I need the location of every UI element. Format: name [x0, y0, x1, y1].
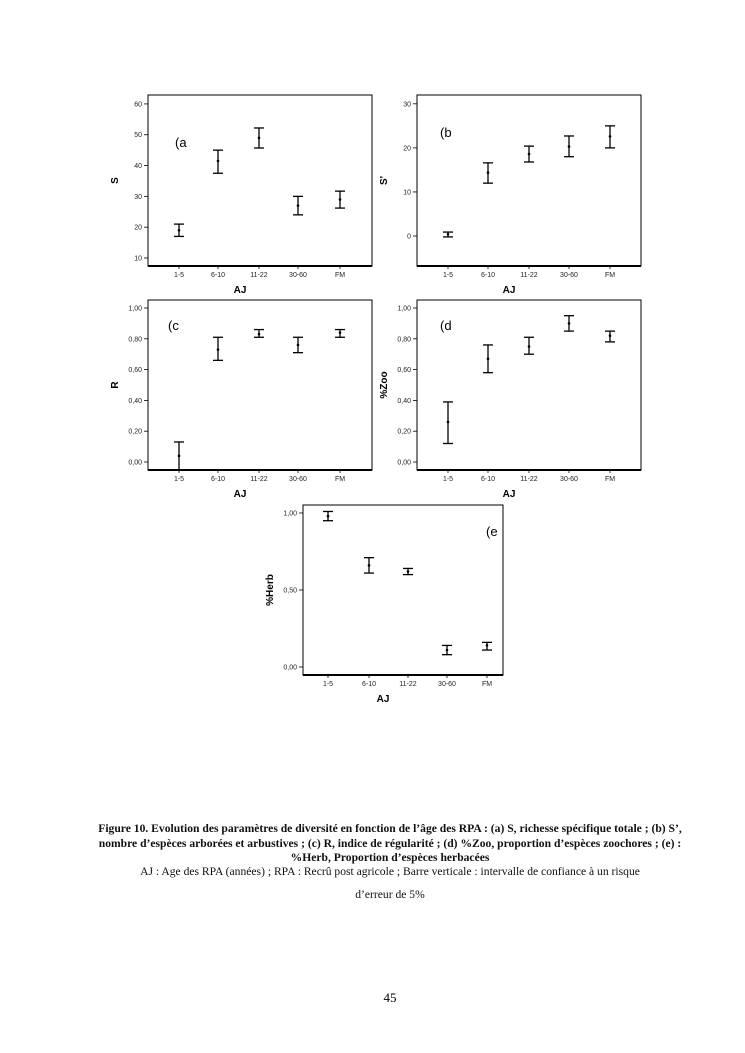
- y-tick-label: 40: [134, 163, 142, 171]
- mean-point: [297, 344, 300, 347]
- y-tick-label: 0,20: [397, 428, 411, 436]
- y-tick-label: 1,00: [128, 305, 142, 313]
- y-tick-label: 20: [134, 224, 142, 232]
- error-bar: [524, 337, 534, 354]
- error-bar: [442, 645, 452, 654]
- mean-point: [217, 348, 220, 351]
- y-tick-label: 0,60: [397, 367, 411, 375]
- x-tick-label: FM: [334, 476, 346, 483]
- mean-point: [609, 135, 612, 138]
- y-tick-label: 0,80: [128, 336, 142, 344]
- x-axis-label: AJ: [233, 285, 247, 296]
- x-tick-label: FM: [481, 681, 493, 688]
- x-axis-label: AJ: [502, 489, 516, 500]
- mean-point: [178, 455, 181, 458]
- mean-point: [178, 229, 181, 232]
- error-bar: [254, 330, 264, 338]
- y-tick-label: 1,00: [283, 510, 297, 518]
- y-tick-label: 1,00: [397, 305, 411, 313]
- plot-frame: [148, 300, 372, 470]
- mean-point: [446, 649, 449, 652]
- mean-point: [368, 564, 371, 567]
- x-tick-label: FM: [334, 272, 346, 279]
- panel-label: (b: [440, 125, 452, 140]
- x-tick-label: 11-22: [520, 476, 538, 483]
- mean-point: [327, 515, 330, 518]
- error-bar: [213, 337, 223, 360]
- chart-panel-b: [379, 95, 641, 296]
- mean-point: [568, 322, 571, 325]
- error-bar: [483, 163, 493, 183]
- panel-label: (a: [175, 135, 187, 150]
- y-tick-label: 20: [403, 145, 411, 153]
- error-bar: [335, 191, 345, 208]
- y-tick-label: 30: [134, 193, 142, 201]
- mean-point: [297, 204, 300, 207]
- mean-point: [487, 171, 490, 174]
- y-tick-label: 0,80: [397, 336, 411, 344]
- error-bar: [605, 126, 615, 148]
- x-tick-label: 6-10: [480, 272, 496, 279]
- x-tick-label: 1-5: [173, 272, 185, 279]
- x-tick-label: 6-10: [480, 476, 496, 483]
- y-tick-label: 0,20: [128, 428, 142, 436]
- x-tick-label: FM: [604, 272, 616, 279]
- x-tick-label: 1-5: [173, 476, 185, 483]
- mean-point: [487, 358, 490, 361]
- y-tick-label: 0,00: [128, 459, 142, 467]
- x-axis-label: AJ: [502, 285, 516, 296]
- error-bar: [254, 128, 264, 148]
- error-bar: [293, 337, 303, 352]
- mean-point: [339, 331, 342, 334]
- error-bar: [403, 568, 413, 574]
- y-axis-label: %Herb: [265, 574, 276, 606]
- figure-caption-note: AJ : Age des RPA (années) ; RPA : Recrû post agricole ; Barre verticale : intervalle de confiance à un risque: [140, 865, 640, 878]
- y-axis-label: S: [110, 177, 121, 184]
- x-tick-label: 6-10: [361, 681, 377, 688]
- mean-point: [528, 345, 531, 348]
- figure-caption-note-continued: d’erreur de 5%: [355, 888, 425, 901]
- panel-label: (c: [168, 318, 179, 333]
- error-bar: [364, 558, 374, 573]
- y-tick-label: 60: [134, 101, 142, 109]
- mean-point: [528, 153, 531, 156]
- error-bar: [524, 146, 534, 162]
- y-tick-label: 50: [134, 132, 142, 140]
- mean-point: [217, 160, 220, 163]
- x-axis-label: AJ: [376, 694, 390, 705]
- y-tick-label: 0,40: [128, 397, 142, 405]
- x-tick-label: 1-5: [322, 681, 334, 688]
- error-bar: [482, 642, 492, 650]
- plot-frame: [417, 95, 641, 266]
- figure-caption-title: Figure 10. Evolution des paramètres de diversité en fonction de l’âge des RPA : (a) S, richesse spécifique totale ; (b) S’, nombre d’espèces arborées et arbustives ; (c) R, indice de régularité ; (d) %Zoo, proportion d’espèces zoochores ; (e) : %Herb, Proportion d’espèces herbacées: [98, 822, 682, 864]
- x-tick-label: 1-5: [442, 476, 454, 483]
- y-tick-label: 10: [403, 189, 411, 197]
- x-tick-label: 30-60: [289, 272, 307, 279]
- x-tick-label: 30-60: [560, 272, 578, 279]
- y-tick-label: 0,00: [397, 459, 411, 467]
- error-bar: [323, 511, 333, 520]
- y-axis-label: S': [379, 175, 390, 186]
- chart-panel-c: [110, 300, 372, 500]
- y-tick-label: 0,00: [283, 664, 297, 672]
- error-bar: [443, 402, 453, 444]
- mean-point: [609, 334, 612, 337]
- chart-panel-e: [265, 505, 503, 705]
- mean-point: [447, 421, 450, 424]
- x-tick-label: 1-5: [442, 272, 454, 279]
- y-tick-label: 10: [134, 255, 142, 263]
- error-bar: [443, 232, 453, 237]
- mean-point: [486, 644, 489, 647]
- x-axis-label: AJ: [233, 489, 247, 500]
- x-tick-label: 11-22: [250, 476, 268, 483]
- error-bar: [174, 442, 184, 470]
- x-tick-label: 30-60: [560, 476, 578, 483]
- error-bar: [293, 196, 303, 214]
- y-tick-label: 30: [403, 101, 411, 109]
- y-tick-label: 0,40: [397, 397, 411, 405]
- x-tick-label: 6-10: [210, 476, 226, 483]
- x-tick-label: 30-60: [438, 681, 456, 688]
- panel-label: (e: [486, 524, 498, 539]
- y-tick-label: 0,50: [283, 587, 297, 595]
- error-bar: [174, 224, 184, 236]
- chart-panel-d: [379, 300, 641, 500]
- x-tick-label: 11-22: [399, 681, 417, 688]
- mean-point: [258, 333, 261, 336]
- error-bar: [564, 316, 574, 331]
- mean-point: [568, 145, 571, 148]
- error-bar: [213, 150, 223, 173]
- x-tick-label: 11-22: [250, 272, 268, 279]
- y-axis-label: R: [110, 381, 121, 389]
- error-bar: [335, 330, 345, 338]
- x-tick-label: 6-10: [210, 272, 226, 279]
- y-tick-label: 0: [407, 233, 411, 241]
- plot-frame: [303, 505, 503, 675]
- error-bar: [605, 331, 615, 342]
- chart-panel-a: [110, 95, 372, 296]
- error-bar: [564, 136, 574, 157]
- error-bar: [483, 345, 493, 373]
- x-tick-label: 11-22: [520, 272, 538, 279]
- mean-point: [447, 233, 450, 236]
- x-tick-label: 30-60: [289, 476, 307, 483]
- panel-label: (d: [440, 318, 452, 333]
- plot-frame: [148, 95, 372, 266]
- mean-point: [407, 570, 410, 573]
- page-number: 45: [383, 990, 397, 1005]
- x-tick-label: FM: [604, 476, 616, 483]
- mean-point: [339, 198, 342, 201]
- mean-point: [258, 137, 261, 140]
- y-axis-label: %Zoo: [379, 371, 390, 399]
- y-tick-label: 0,60: [128, 367, 142, 375]
